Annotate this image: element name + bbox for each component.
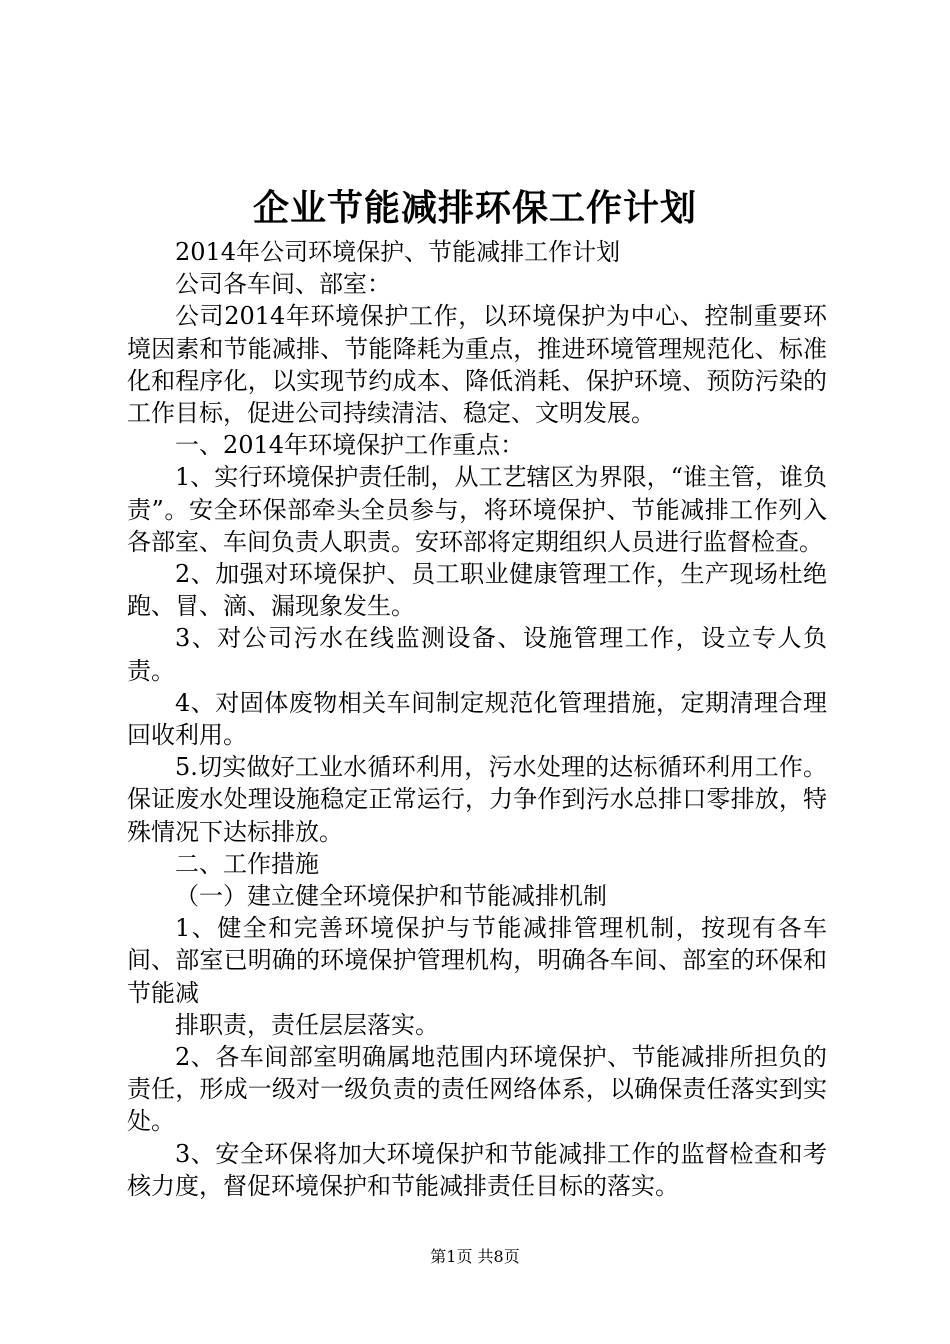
paragraph: 公司2014年环境保护工作，以环境保护为中心、控制重要环境因素和节能减排、节能降耗为重点，推进环境管理规范化、标准化和程序化，以实现节约成本、降低消耗、保护环境、预防污染的工作目标，促进公司持续清洁、稳定、文明发展。 (127, 302, 827, 428)
paragraph: 2014年公司环境保护、节能减排工作计划 (175, 238, 621, 266)
paragraph: 1、实行环境保护责任制，从工艺辖区为界限，“谁主管，谁负责”。安全环保部牵头全员参与，将环境保护、节能减排工作列入各部室、车间负责人职责。安环部将定期组织人员进行监督检查。 (127, 463, 827, 556)
section-heading: 一、2014年环境保护工作重点： (175, 431, 525, 460)
paragraph: 2、加强对环境保护、员工职业健康管理工作，生产现场杜绝跑、冒、滴、漏现象发生。 (127, 560, 827, 621)
paragraph: 3、安全环保将加大环境保护和节能减排工作的监督检查和考核力度，督促环境保护和节能减排责任目标的落实。 (127, 1139, 827, 1200)
paragraph: 公司各车间、部室： (175, 270, 391, 299)
paragraph: 5.切实做好工业水循环利用，污水处理的达标循环利用工作。保证废水处理设施稳定正常运行，力争作到污水总排口零排放，特殊情况下达标排放。 (127, 753, 827, 846)
section-heading: 二、工作措施 (175, 849, 319, 878)
document-body (127, 236, 827, 1202)
subsection-heading: （一）建立健全环境保护和节能减排机制 (175, 882, 607, 911)
paragraph: 排职责，责任层层落实。 (175, 1010, 439, 1039)
paragraph: 3、对公司污水在线监测设备、设施管理工作，设立专人负责。 (127, 624, 827, 685)
paragraph: 2、各车间部室明确属地范围内环境保护、节能减排所担负的责任，形成一级对一级负责的责任网络体系，以确保责任落实到实处。 (127, 1043, 827, 1136)
document-title: 企业节能减排环保工作计划 (252, 187, 697, 229)
page-footer: 第1页 共8页 (430, 1247, 520, 1266)
paragraph: 1、健全和完善环境保护与节能减排管理机制，按现有各车间、部室已明确的环境保护管理机构，明确各车间、部室的环保和节能减 (127, 914, 827, 1007)
paragraph: 4、对固体废物相关车间制定规范化管理措施，定期清理合理回收利用。 (127, 688, 827, 750)
